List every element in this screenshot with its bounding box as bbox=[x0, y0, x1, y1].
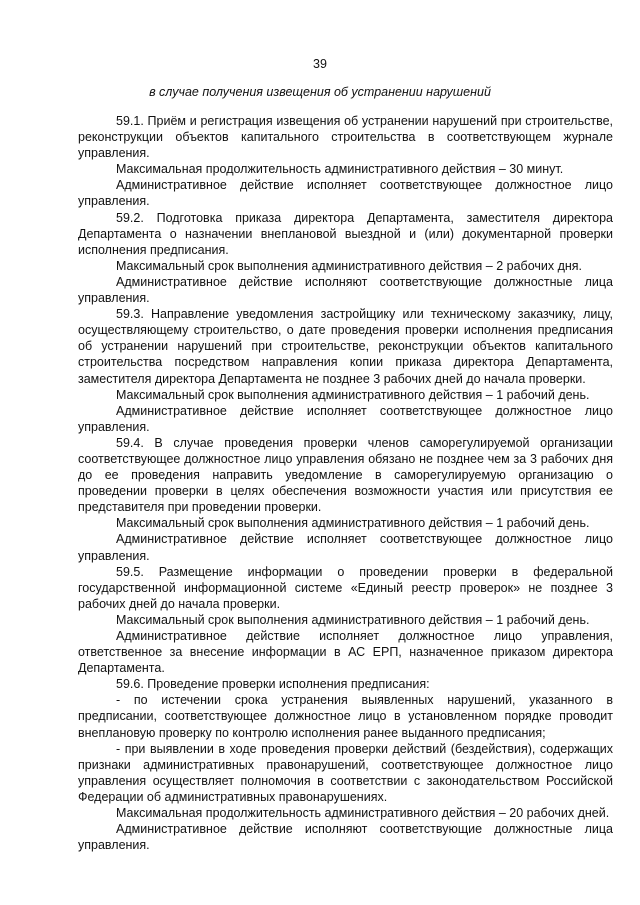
paragraph-59-2: 59.2. Подготовка приказа директора Департамента, заместителя директора Департамента о назначении внеплановой выездной и (или) документарной проверки исполнения предписания. bbox=[78, 210, 613, 257]
paragraph-performer: Административное действие исполняют соответствующие должностные лица управления. bbox=[78, 822, 613, 853]
paragraph-59-3: 59.3. Направление уведомления застройщику или техническому заказчику, лицу, осуществляющему строительство, о дате проведения проверки исполнения предписания об устранении нарушений при строительстве, реконструкции объектов капитального строительства посредством направления копии приказа директора Департамента, заместителя директора Департамента не позднее 3 рабочих дней до начала проверки. bbox=[78, 307, 613, 386]
paragraph-duration: Максимальный срок выполнения административного действия – 1 рабочий день. bbox=[116, 612, 590, 627]
paragraph-59-1: 59.1. Приём и регистрация извещения об устранении нарушений при строительстве, реконструкции объектов капитального строительства в соответствующем журнале управления. bbox=[78, 114, 613, 161]
paragraph-59-4: 59.4. В случае проведения проверки членов саморегулируемой организации соответствующее должностное лицо управления обязано не позднее чем за 3 рабочих дня до ее проведения направить уведомление в саморегулируемую организацию о проведении проверки в целях обеспечения возможности участия или присутствия ее представителя при проведении проверки. bbox=[78, 435, 613, 515]
section-title: в случае получения извещения об устранении нарушений bbox=[149, 85, 491, 99]
paragraph-duration: Максимальная продолжительность административного действия – 20 рабочих дней. bbox=[116, 806, 610, 821]
paragraph-performer: Административное действие исполняет соответствующее должностное лицо управления. bbox=[78, 403, 613, 434]
list-item-dash: - по истечении срока устранения выявленных нарушений, указанного в предписании, соответствующее должностное лицо в установленном порядке проводит внеплановую проверку по контролю исполнения ранее выданного предписания; bbox=[78, 693, 613, 740]
paragraph-59-5: 59.5. Размещение информации о проведении проверки в федеральной государственной информационной системе «Единый реестр проверок» не позднее 3 рабочих дней до начала проверки. bbox=[78, 564, 613, 611]
paragraph-performer: Административное действие исполняет соответствующее должностное лицо управления. bbox=[78, 178, 613, 209]
page-number: 39 bbox=[313, 57, 327, 71]
paragraph-duration: Максимальный срок выполнения административного действия – 2 рабочих дня. bbox=[116, 258, 583, 273]
paragraph-performer: Административное действие исполняет должностное лицо управления, ответственное за внесение информации в АС ЕРП, назначенное приказом директора Департамента. bbox=[78, 629, 613, 676]
paragraph-performer: Административное действие исполняют соответствующие должностные лица управления. bbox=[78, 274, 613, 306]
paragraph-duration: Максимальный срок выполнения административного действия – 1 рабочий день. bbox=[116, 387, 590, 402]
paragraph-59-6: 59.6. Проведение проверки исполнения предписания: bbox=[116, 677, 430, 692]
paragraph-duration: Максимальная продолжительность административного действия – 30 минут. bbox=[116, 162, 564, 177]
paragraph-performer: Административное действие исполняет соответствующее должностное лицо управления. bbox=[78, 532, 613, 563]
document-body bbox=[78, 113, 613, 853]
paragraph-duration: Максимальный срок выполнения административного действия – 1 рабочий день. bbox=[116, 516, 590, 531]
list-item-dash: - при выявлении в ходе проведения проверки действий (бездействия), содержащих признаки административных правонарушений, соответствующее должностное лицо управления осуществляет полномочия в соответствии с законодательством Российской Федерации об административных правонарушениях. bbox=[78, 741, 613, 804]
